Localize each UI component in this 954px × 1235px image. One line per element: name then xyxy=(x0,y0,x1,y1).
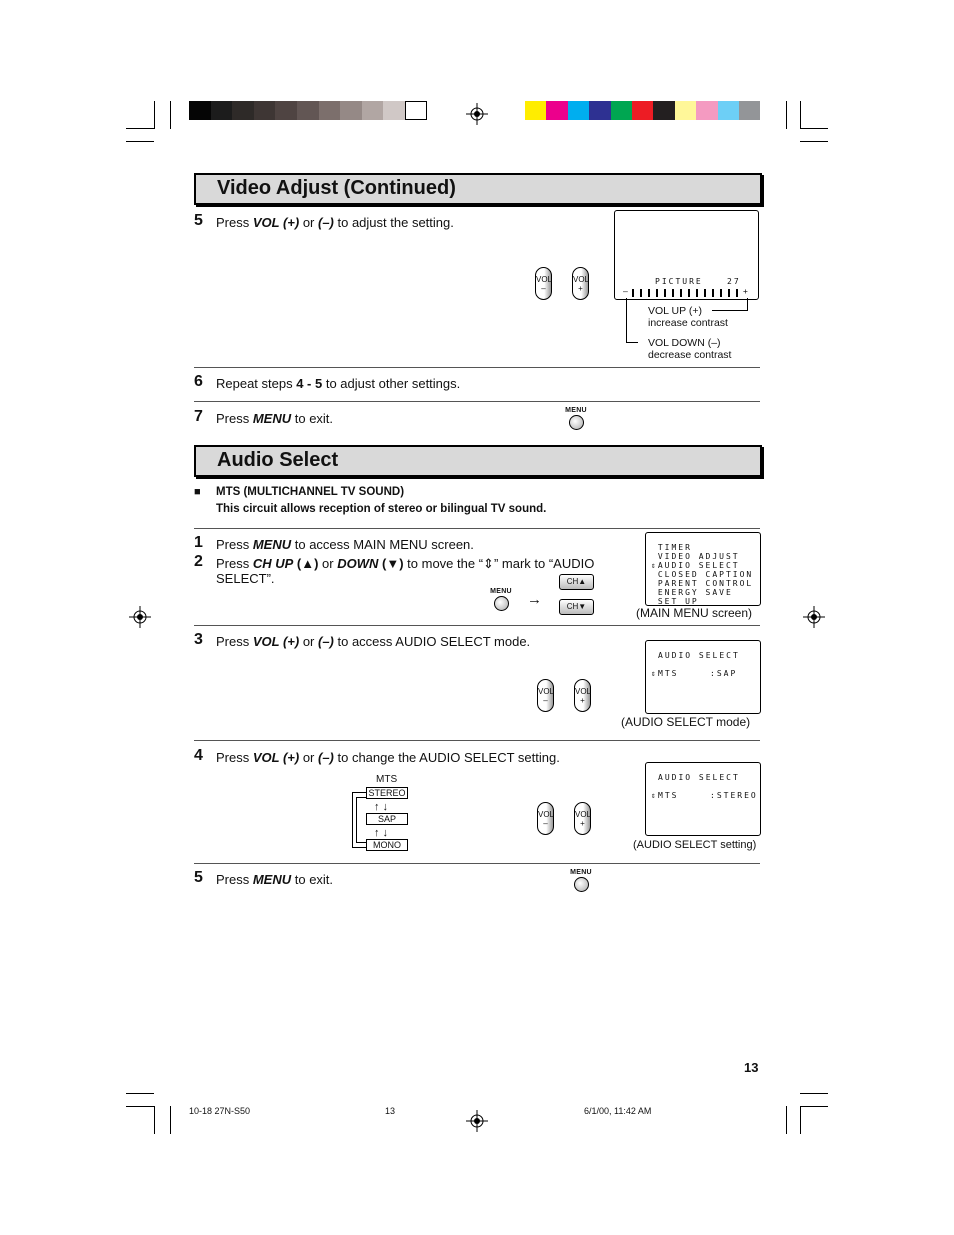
calibration-swatch xyxy=(525,101,546,120)
screen-item: MTS xyxy=(658,669,679,678)
crop-mark xyxy=(800,141,828,142)
move-mark-icon: ⇕ xyxy=(651,791,656,800)
screen-value: 27 xyxy=(727,277,741,286)
ch-down-button[interactable]: CH▼ xyxy=(559,599,594,615)
mts-diagram-title: MTS xyxy=(376,774,398,785)
vol-plus-button[interactable]: VOL + xyxy=(574,802,591,835)
registration-mark-icon xyxy=(803,606,825,628)
vol-plus-button[interactable]: VOL + xyxy=(574,679,591,712)
arrow-icon: → xyxy=(527,591,542,608)
audio-step-3-text: Press VOL (+) or (–) to access AUDIO SELECT mode. xyxy=(216,634,531,649)
calibration-swatch xyxy=(739,101,760,120)
picture-adjust-screen xyxy=(614,210,759,300)
screen-item: MTS xyxy=(658,791,679,800)
calibration-swatch xyxy=(675,101,696,120)
calibration-swatch xyxy=(653,101,674,120)
audio-step-2-text: Press CH UP (▲) or DOWN (▼) to move the “⇕” mark to “AUDIO SELECT”. xyxy=(216,556,595,586)
crop-mark xyxy=(170,1106,171,1134)
mts-heading: MTS (MULTICHANNEL TV SOUND) xyxy=(216,486,405,498)
page-number: 13 xyxy=(744,1060,759,1075)
calibration-swatch xyxy=(340,101,362,120)
divider xyxy=(194,367,760,368)
step-5-text: Press VOL (+) or (–) to adjust the setting. xyxy=(216,215,454,230)
vol-plus-button[interactable]: VOL + xyxy=(572,267,589,300)
main-menu-list xyxy=(651,543,753,606)
crop-mark xyxy=(786,1106,787,1134)
calibration-swatch xyxy=(611,101,632,120)
footer-center: 13 xyxy=(385,1106,396,1116)
divider xyxy=(194,401,760,402)
video-adjust-header xyxy=(194,173,762,205)
vol-down-note: VOL DOWN (–) decrease contrast xyxy=(648,337,732,361)
screen-title: AUDIO SELECT xyxy=(658,651,740,660)
main-menu-caption: (MAIN MENU screen) xyxy=(636,606,753,620)
step-number: 6 xyxy=(194,373,203,390)
registration-mark-icon xyxy=(466,1110,488,1132)
audio-step-1-text: Press MENU to access MAIN MENU screen. xyxy=(216,537,474,552)
screen-label: PICTURE xyxy=(655,277,703,286)
calibration-swatch xyxy=(211,101,233,120)
main-menu-screen xyxy=(645,532,761,606)
main-menu-item: SET UP xyxy=(651,597,699,606)
audio-mode-caption: (AUDIO SELECT mode) xyxy=(621,715,751,729)
footer-left: 10-18 27N-S50 xyxy=(189,1106,251,1116)
main-menu-item: VIDEO ADJUST xyxy=(651,552,740,561)
calibration-swatch xyxy=(254,101,276,120)
calibration-swatch xyxy=(568,101,589,120)
cycle-arrows-icon: ↑ ↓ xyxy=(374,801,389,813)
vol-minus-button[interactable]: VOL – xyxy=(537,679,554,712)
audio-select-mode-screen xyxy=(645,640,761,714)
calibration-swatch xyxy=(275,101,297,120)
crop-mark xyxy=(126,1106,154,1107)
bullet: ■ xyxy=(194,486,201,498)
move-mark-icon: ⇕ xyxy=(483,556,494,571)
cycle-bracket xyxy=(356,797,367,843)
audio-setting-caption: (AUDIO SELECT setting) xyxy=(633,839,757,851)
calibration-swatch xyxy=(632,101,653,120)
section-title: Audio Select xyxy=(217,449,339,471)
step-number: 5 xyxy=(194,869,203,886)
vol-minus-button[interactable]: VOL – xyxy=(537,802,554,835)
vol-up-note: VOL UP (+) increase contrast xyxy=(648,305,728,329)
step-7-text: Press MENU to exit. xyxy=(216,411,334,426)
menu-button[interactable]: MENU xyxy=(483,588,519,611)
option-sap: SAP xyxy=(366,813,408,825)
crop-mark xyxy=(800,1106,828,1107)
option-mono: MONO xyxy=(366,839,408,851)
calibration-swatch xyxy=(696,101,717,120)
crop-mark xyxy=(800,128,828,129)
screen-title: AUDIO SELECT xyxy=(658,773,740,782)
screen-value: :SAP xyxy=(710,669,738,678)
screen-value: :STEREO xyxy=(710,791,758,800)
step-number: 7 xyxy=(194,408,203,425)
divider xyxy=(194,625,760,626)
calibration-swatch xyxy=(297,101,319,120)
calibration-swatch xyxy=(718,101,739,120)
step-number: 3 xyxy=(194,631,203,648)
section-title: Video Adjust (Continued) xyxy=(217,177,456,199)
crop-mark xyxy=(786,101,787,129)
crop-mark xyxy=(154,101,155,129)
audio-select-setting-screen xyxy=(645,762,761,836)
crop-mark xyxy=(126,1093,154,1094)
step-number: 1 xyxy=(194,534,203,551)
main-menu-item: ⇕AUDIO SELECT xyxy=(651,561,740,570)
calibration-swatch xyxy=(232,101,254,120)
screen-plus: + xyxy=(743,287,750,296)
step-number: 5 xyxy=(194,212,203,229)
step-number: 4 xyxy=(194,747,203,764)
step-number: 2 xyxy=(194,553,203,570)
audio-step-4-text: Press VOL (+) or (–) to change the AUDIO SELECT setting. xyxy=(216,750,560,765)
calibration-swatch xyxy=(383,101,405,120)
calibration-swatch xyxy=(405,101,427,120)
calibration-swatch xyxy=(589,101,610,120)
screen-minus: – xyxy=(623,287,630,296)
main-menu-item: ENERGY SAVE xyxy=(651,588,733,597)
main-menu-item: CLOSED CAPTION xyxy=(651,570,754,579)
calibration-swatch xyxy=(546,101,567,120)
audio-step-5-text: Press MENU to exit. xyxy=(216,872,334,887)
calibration-swatch xyxy=(362,101,384,120)
calibration-swatch xyxy=(189,101,211,120)
divider xyxy=(194,528,760,529)
contrast-level-bar xyxy=(632,289,740,297)
divider xyxy=(194,863,760,864)
cycle-arrows-icon: ↑ ↓ xyxy=(374,827,389,839)
menu-button[interactable]: MENU xyxy=(563,869,599,892)
move-mark-icon: ⇕ xyxy=(651,669,656,678)
crop-mark xyxy=(126,128,154,129)
calibration-swatch xyxy=(319,101,341,120)
crop-mark xyxy=(800,101,801,129)
registration-mark-icon xyxy=(129,606,151,628)
divider xyxy=(194,740,760,741)
crop-mark xyxy=(800,1106,801,1134)
mts-description: This circuit allows reception of stereo or bilingual TV sound. xyxy=(216,503,547,515)
main-menu-item: PARENT CONTROL xyxy=(651,579,754,588)
option-stereo: STEREO xyxy=(366,787,408,799)
menu-button[interactable]: MENU xyxy=(558,407,594,430)
footer-right: 6/1/00, 11:42 AM xyxy=(584,1106,652,1116)
step-6-text: Repeat steps 4 - 5 to adjust other settings. xyxy=(216,376,461,391)
crop-mark xyxy=(154,1106,155,1134)
main-menu-item: TIMER xyxy=(651,543,692,552)
audio-select-header xyxy=(194,445,762,477)
crop-mark xyxy=(126,141,154,142)
registration-mark-icon xyxy=(466,103,488,125)
ch-up-button[interactable]: CH▲ xyxy=(559,574,594,590)
crop-mark xyxy=(800,1093,828,1094)
crop-mark xyxy=(170,101,171,129)
vol-minus-button[interactable]: VOL – xyxy=(535,267,552,300)
